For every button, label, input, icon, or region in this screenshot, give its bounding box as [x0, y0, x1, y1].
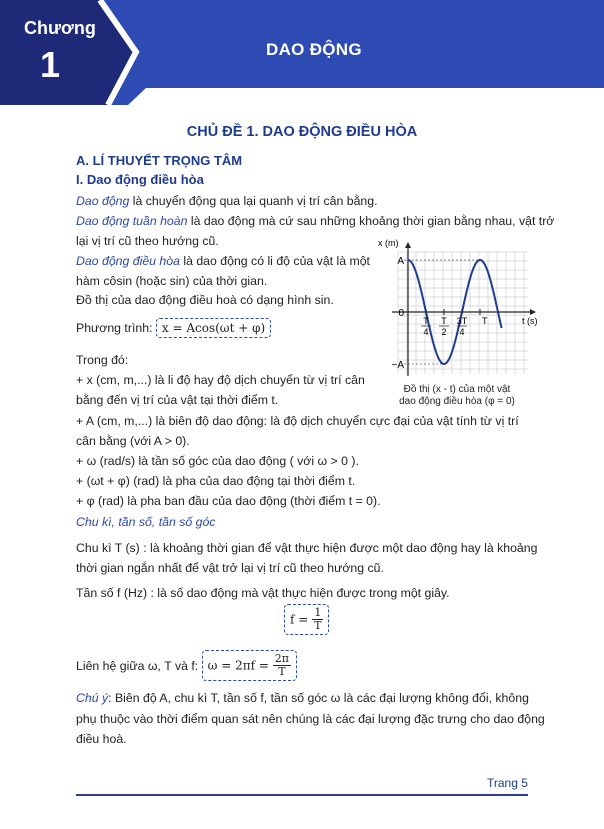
y-axis-label: x (m) [378, 238, 399, 248]
relation-formula-box [202, 650, 297, 681]
chapter-number: 1 [40, 44, 61, 85]
frequency-formula [284, 604, 329, 635]
definition-periodic-cont: lại vị trí cũ theo hướng cũ. [76, 234, 219, 248]
note-line1 [76, 690, 529, 706]
x-tick-label-denominator: 4 [423, 327, 429, 337]
definition-text: là chuyển động qua lại quanh vị trí cân bằng. [129, 194, 378, 208]
definition-harmonic [76, 253, 370, 269]
period-line1: Chu kì T (s) : là khoảng thời gian để vật thực hiện được một dao động hay là khoảng [76, 541, 538, 555]
fraction-denominator: T [314, 619, 322, 632]
y-tick-label: 0 [398, 308, 404, 319]
equation-label: Phương trình: [76, 321, 153, 335]
period-line2: thời gian ngắn nhất để vật trở lại vị trí cũ theo hướng cũ. [76, 561, 384, 575]
x-axis-arrow [530, 309, 536, 315]
definition-text: là dao động mà cứ sau những khoảng thời gian bằng nhau, vật trở [187, 214, 555, 228]
relation-line [76, 650, 297, 681]
definition-text: là dao động có li độ của vật là một [179, 254, 370, 268]
item-phi: + φ (rad) là pha ban đầu của dao động (thời điểm t = 0). [76, 494, 381, 508]
caption-line1: Đồ thị (x - t) của một vật [403, 384, 511, 395]
x-tick-label-denominator: 2 [441, 327, 447, 337]
item-x-line1: + x (cm, m,...) là li độ hay độ dịch chuyển từ vị trí cân [76, 373, 365, 387]
frequency-line: Tần số f (Hz) : là số dao động mà vật thực hiện được trong một giây. [76, 586, 450, 600]
x-tick-label: T [482, 316, 488, 326]
y-tick-label: −A [391, 360, 404, 371]
caption-line2: dao động điều hòa (φ = 0) [399, 396, 515, 407]
frequency-formula-box [284, 604, 329, 635]
term: Dao động điều hòa [76, 254, 180, 268]
chapter-banner [0, 0, 604, 110]
where-label: Trong đó: [76, 353, 129, 367]
fraction-numerator: 2π [274, 652, 289, 665]
term: Dao động tuần hoàn [76, 214, 188, 228]
item-a-line2: cân bằng (với A > 0). [76, 434, 190, 448]
fraction-denominator: T [278, 665, 286, 678]
definition-periodic [76, 213, 554, 229]
y-axis-arrow [405, 242, 411, 248]
note-text: : Biên độ A, chu kì T, tần số f, tần số góc ω là các đại lượng không đổi, không [108, 691, 529, 705]
section-a-heading: A. LÍ THUYẾT TRỌNG TÂM [76, 153, 243, 168]
x-tick-label-numerator: 3T [456, 316, 468, 326]
note-line3: điều hoà. [76, 732, 127, 746]
equation-formula: x = Acos(ωt + φ) [156, 318, 271, 338]
definition-harmonic-cont: hàm côsin (hoặc sin) của thời gian. [76, 274, 268, 288]
x-tick-label-denominator: 4 [459, 327, 465, 337]
x-tick-label-numerator: T [441, 316, 447, 326]
relation-fraction [273, 653, 291, 678]
equation-line [76, 318, 271, 338]
definition-oscillation [76, 193, 378, 209]
oscillation-graph [372, 236, 544, 381]
frequency-lhs: f = [290, 612, 309, 627]
note-label: Chú ý [76, 691, 109, 705]
item-omega: + ω (rad/s) là tần số góc của dao động ( với ω > 0 ). [76, 454, 359, 468]
page-number: Trang 5 [487, 776, 528, 790]
graph-caption [372, 384, 542, 408]
graph-grid [398, 252, 528, 374]
chapter-title: DAO ĐỘNG [266, 40, 362, 59]
frequency-fraction [312, 607, 323, 632]
subsection-heading: I. Dao động điều hòa [76, 172, 204, 187]
x-axis-label: t (s) [522, 316, 538, 326]
relation-lhs: ω = 2πf = [207, 658, 269, 673]
item-a-line1: + A (cm, m,...) là biên độ dao động: là độ dịch chuyển cực đại của vật tính từ vị trí [76, 414, 519, 428]
y-tick-label: A [397, 256, 404, 267]
relation-label: Liên hệ giữa ω, T và f: [76, 658, 199, 673]
footer-divider [76, 794, 528, 796]
note-line2: phụ thuộc vào thời điểm quan sát nên chúng là các đại lượng đặc trưng cho dao động [76, 712, 545, 726]
fraction-numerator: 1 [312, 607, 323, 620]
chapter-word: Chương [24, 18, 96, 38]
term: Dao động [76, 194, 130, 208]
x-tick-label-numerator: T [423, 316, 429, 326]
subheading-period: Chu kì, tần số, tần số góc [76, 515, 216, 529]
item-phase: + (ωt + φ) (rad) là pha của dao động tại thời điểm t. [76, 474, 356, 488]
graph-note: Đồ thị của dao động điều hoà có dạng hình sin. [76, 293, 334, 307]
topic-title: CHỦ ĐỀ 1. DAO ĐỘNG ĐIỀU HÒA [186, 124, 418, 140]
item-x-line2: bằng đến vị trí của vật tại thời điểm t. [76, 393, 279, 407]
